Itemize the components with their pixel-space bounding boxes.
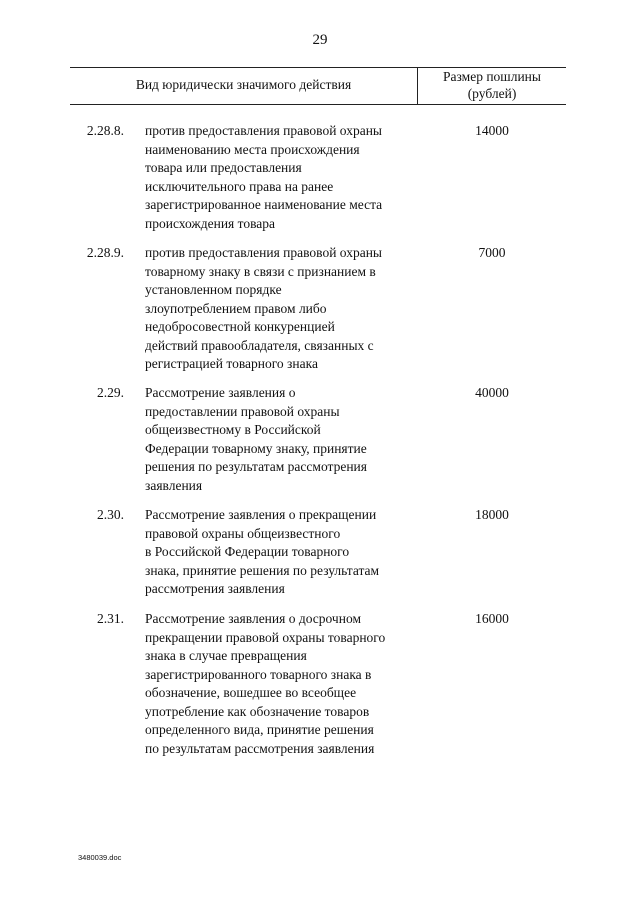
description-line: против предоставления правовой охраны	[145, 245, 383, 260]
description-line: злоупотреблением правом либо	[145, 300, 327, 316]
row-description	[145, 610, 420, 758]
column-header-fee-line1: Размер пошлины	[443, 69, 541, 84]
description-line: товара или предоставления	[145, 160, 302, 175]
description-line: по результатам рассмотрения заявления	[145, 740, 375, 756]
row-description	[145, 122, 420, 233]
description-line: употребление как обозначение товаров	[145, 703, 370, 719]
description-line: Рассмотрение заявления о досрочном	[145, 611, 361, 626]
description-line: зарегистрированного товарного знака в	[145, 666, 372, 682]
row-fee: 40000	[475, 385, 509, 400]
row-number: 2.29.	[97, 385, 124, 400]
description-line: решения по результатам рассмотрения	[145, 459, 367, 474]
description-line: правовой охраны общеизвестного	[145, 525, 341, 541]
row-number: 2.31.	[97, 611, 124, 626]
description-line: зарегистрированное наименование места	[145, 197, 383, 212]
description-line: регистрацией товарного знака	[145, 356, 318, 371]
description-line: наименованию места происхождения	[145, 141, 360, 157]
row-description	[145, 244, 420, 374]
description-line: обозначение, вошедшее во всеобщее	[145, 685, 357, 700]
description-line: против предоставления правовой охраны	[145, 123, 383, 138]
description-line: товарному знаку в связи с признанием в	[145, 263, 376, 279]
description-line: установленном порядке	[145, 282, 282, 297]
description-line: определенного вида, принятие решения	[145, 722, 374, 737]
page-number: 29	[312, 32, 328, 48]
row-fee: 7000	[478, 245, 506, 260]
description-line: Федерации товарному знаку, принятие	[145, 440, 367, 456]
row-description	[145, 384, 420, 495]
description-line: происхождения товара	[145, 215, 276, 231]
table-header-bottom-border	[70, 104, 566, 105]
description-line: недобросовестной конкуренцией	[145, 319, 335, 334]
description-line: знака в случае превращения	[145, 648, 307, 663]
row-number: 2.30.	[97, 507, 124, 522]
row-number: 2.28.8.	[86, 123, 124, 138]
column-header-fee	[418, 68, 566, 102]
description-line: общеизвестному в Российской	[145, 422, 321, 437]
description-line: исключительного права на ранее	[145, 178, 334, 194]
footer-filename: 3480039.doc	[78, 853, 122, 862]
description-line: предоставлении правовой охраны	[145, 403, 340, 419]
row-description	[145, 506, 420, 599]
description-line: Рассмотрение заявления о	[145, 385, 296, 400]
row-number: 2.28.9.	[86, 245, 124, 260]
description-line: знака, принятие решения по результатам	[145, 562, 380, 578]
row-fee: 14000	[475, 123, 509, 138]
description-line: прекращении правовой охраны товарного	[145, 629, 386, 645]
row-fee: 18000	[475, 507, 509, 522]
row-fee: 16000	[475, 611, 509, 626]
description-line: рассмотрения заявления	[145, 581, 285, 596]
description-line: Рассмотрение заявления о прекращении	[145, 507, 377, 522]
column-header-fee-line2: (рублей)	[467, 86, 517, 101]
column-header-action: Вид юридически значимого действия	[135, 77, 352, 92]
description-line: заявления	[145, 477, 203, 493]
description-line: действий правообладателя, связанных с	[145, 337, 374, 353]
description-line: в Российской Федерации товарного	[145, 544, 350, 559]
